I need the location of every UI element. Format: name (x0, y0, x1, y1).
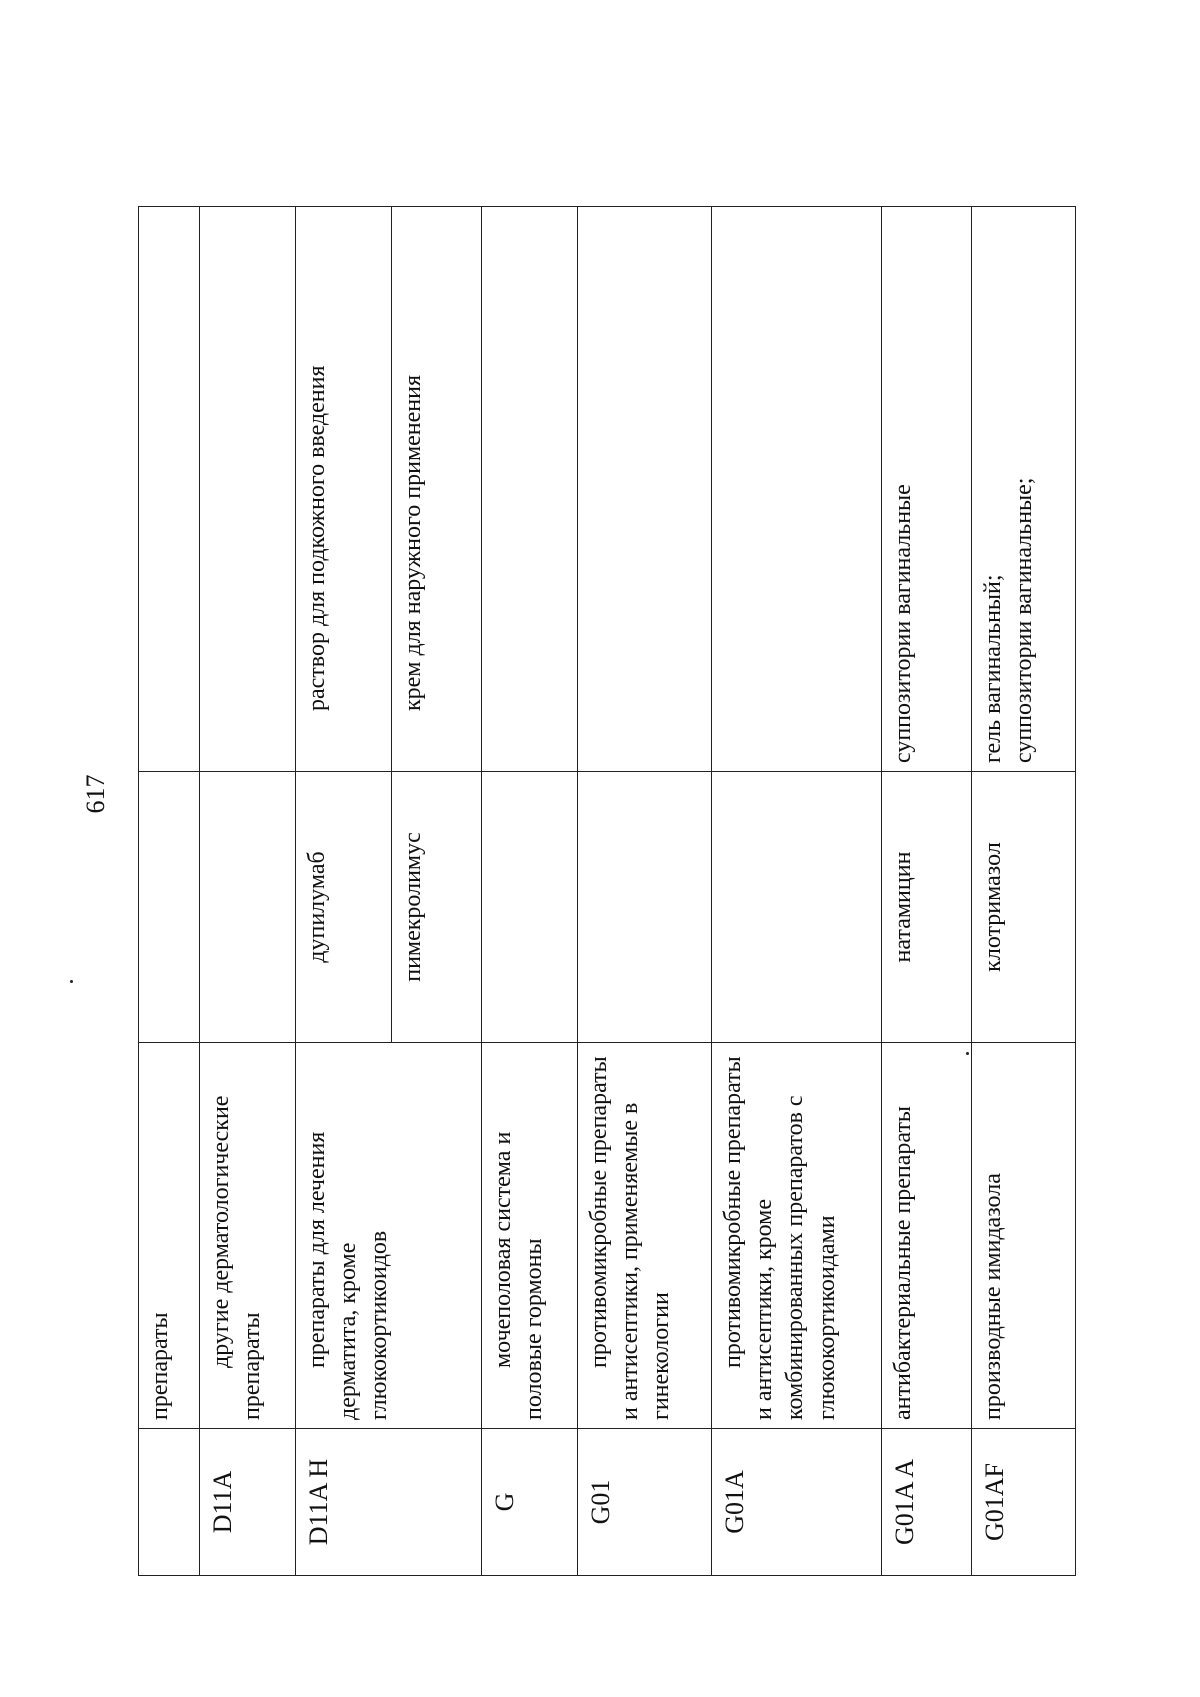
rotated-table-wrapper (138, 207, 1075, 1576)
dosage-form-line: гель вагинальный; (980, 574, 1006, 763)
atc-code: G01 (578, 1429, 712, 1576)
table-row (972, 207, 1076, 1576)
table-row (296, 207, 392, 1576)
drug-name (482, 772, 578, 1043)
group-description: мочеполовая система и половые гормоны (482, 1043, 578, 1429)
dosage-form-line: суппозитории вагинальные; (1011, 477, 1038, 763)
drug-name: натамицин (882, 772, 972, 1043)
group-description: антибактериальные препараты (882, 1043, 972, 1429)
dosage-form (578, 207, 712, 772)
scan-speck (70, 980, 73, 983)
atc-code: G01A (712, 1429, 882, 1576)
page-number: 617 (81, 774, 110, 814)
drug-name: пимекролимус (392, 772, 482, 1043)
table-row (139, 207, 200, 1576)
dosage-form (200, 207, 296, 772)
drug-name (712, 772, 882, 1043)
atc-code: G (482, 1429, 578, 1576)
atc-code: G01A A (882, 1429, 972, 1576)
table-row (200, 207, 296, 1576)
atc-code: D11A H (296, 1429, 482, 1576)
group-description: производные имидазола (972, 1043, 1076, 1429)
atc-code (139, 1429, 200, 1576)
drug-table (138, 206, 1076, 1576)
group-description: противомикробные препараты и антисептики, применяемые в гинекологии (578, 1043, 712, 1429)
table-row (882, 207, 972, 1576)
table-row (578, 207, 712, 1576)
drug-name (200, 772, 296, 1043)
dosage-form (482, 207, 578, 772)
group-description: препараты для лечения дерматита, кроме глюкокортикоидов (296, 1043, 482, 1429)
dosage-form: раствор для подкожного введения (296, 207, 392, 772)
dosage-form: суппозитории вагинальные (882, 207, 972, 772)
drug-name (578, 772, 712, 1043)
drug-name: клотримазол (972, 772, 1076, 1043)
drug-name: дупилумаб (296, 772, 392, 1043)
dosage-form (712, 207, 882, 772)
group-description: другие дерматологические препараты (200, 1043, 296, 1429)
table-row (482, 207, 578, 1576)
dosage-form (139, 207, 200, 772)
dosage-form: крем для наружного применения (392, 207, 482, 772)
group-description: препараты (139, 1043, 200, 1429)
dosage-form (972, 207, 1076, 772)
drug-name (139, 772, 200, 1043)
atc-code: G01AF (972, 1429, 1076, 1576)
atc-code: D11A (200, 1429, 296, 1576)
group-description: противомикробные препараты и антисептики, кроме комбинированных препаратов с глюкокортикоидами (712, 1043, 882, 1429)
table-row (712, 207, 882, 1576)
